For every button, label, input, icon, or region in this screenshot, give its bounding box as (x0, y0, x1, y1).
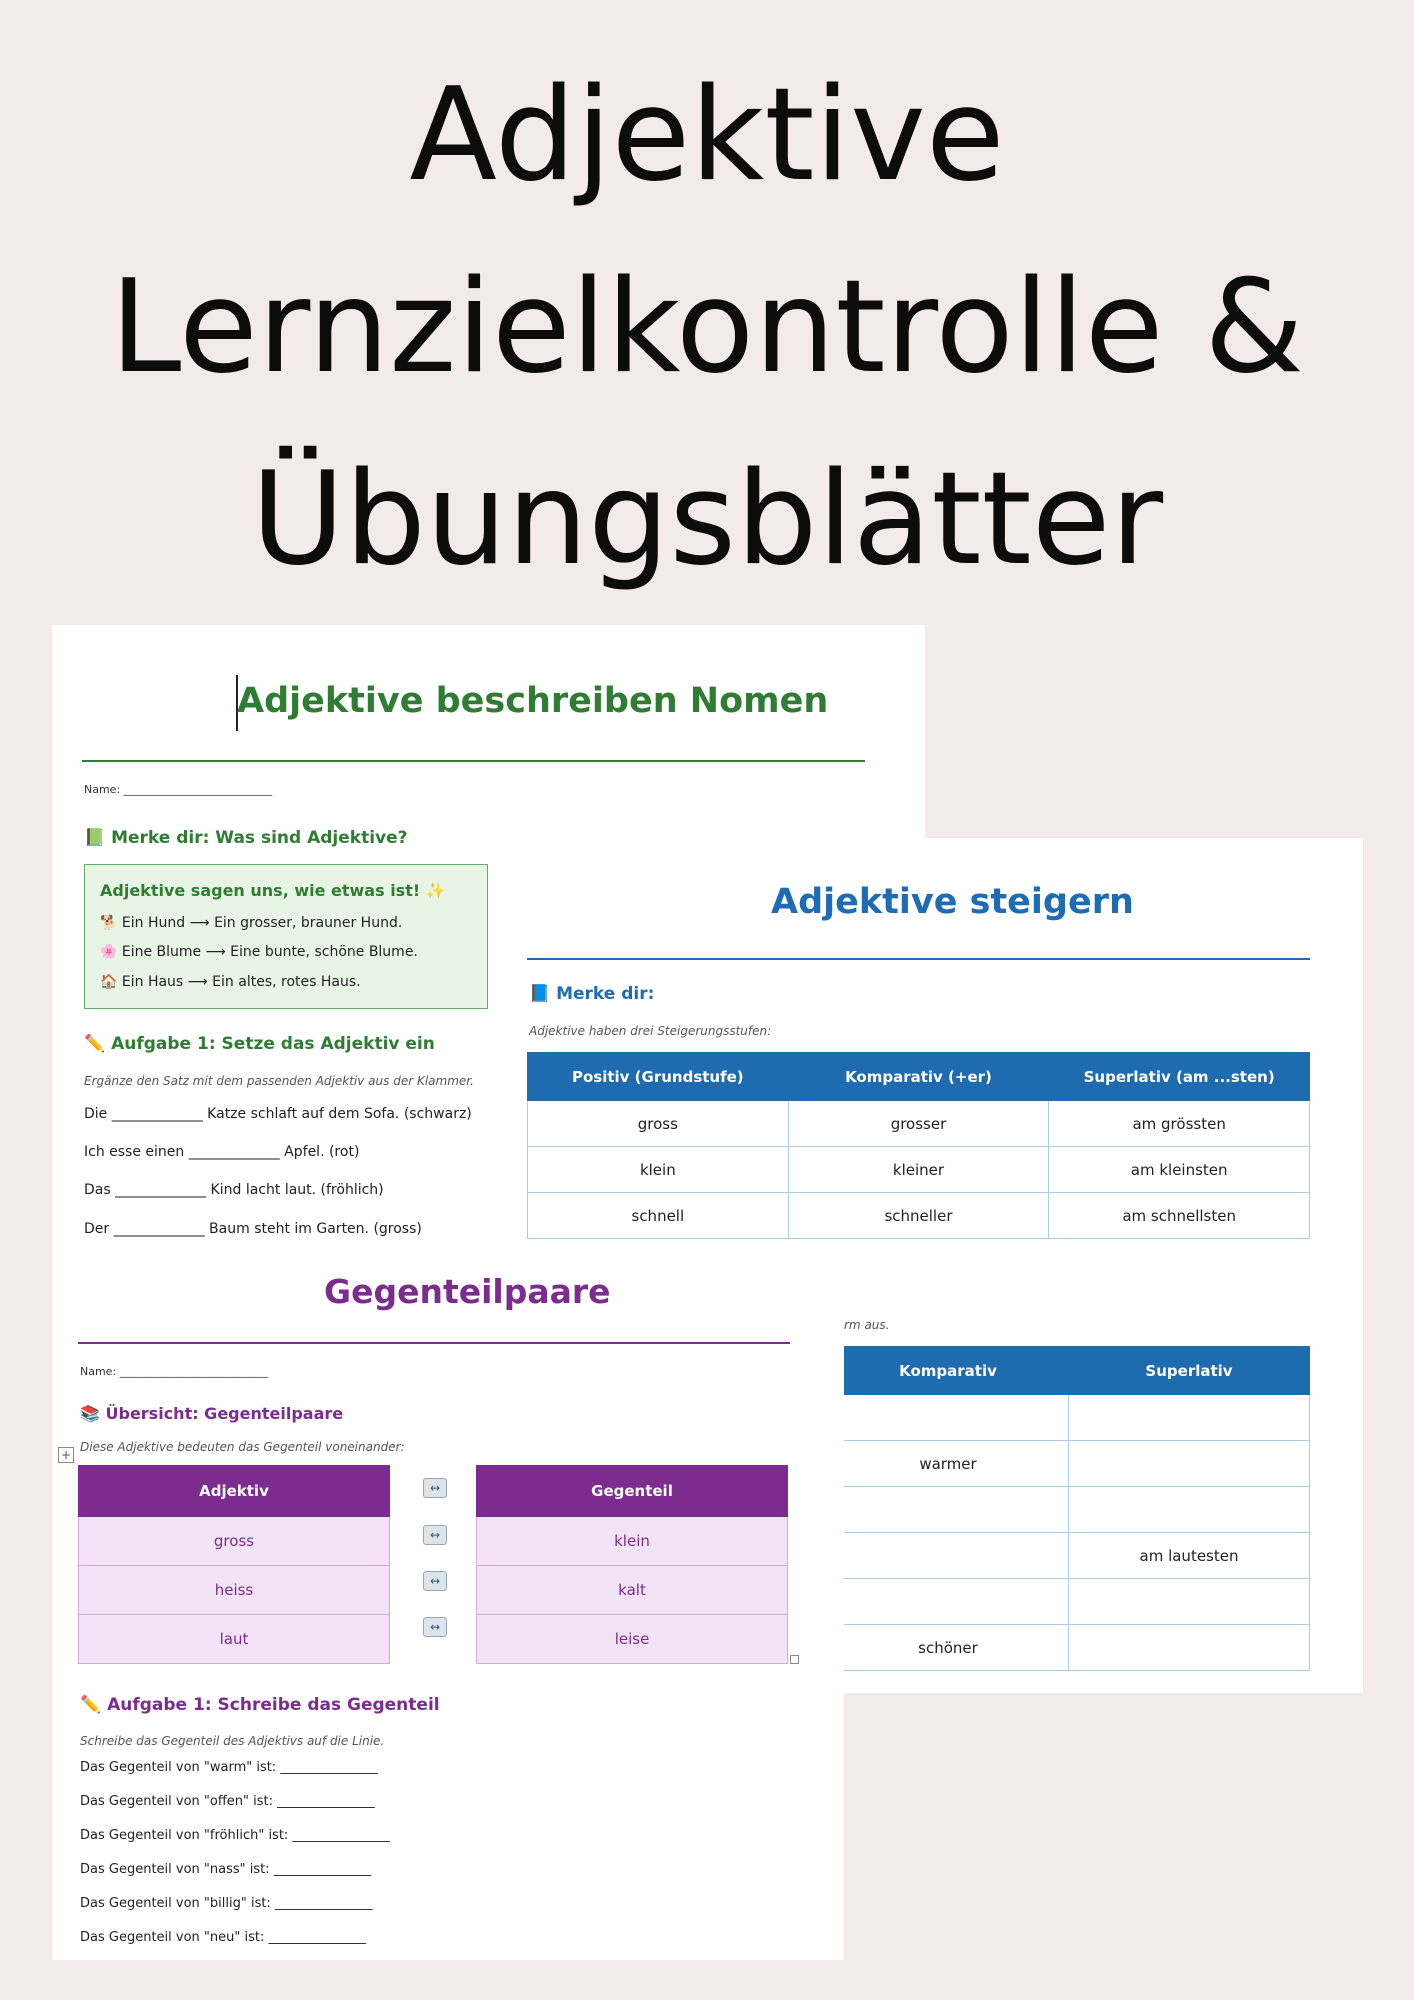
table-row (828, 1487, 1310, 1533)
exercise-line: Die _____________ Katze schlaft auf dem Sofa. (schwarz) (84, 1106, 472, 1122)
sheet-title: Adjektive steigern (771, 882, 1134, 922)
table-header: Positiv (Grundstufe) (528, 1053, 789, 1101)
table-header: Superlativ (1069, 1347, 1310, 1395)
table-cell: am lautesten (1069, 1533, 1310, 1579)
table-row (828, 1625, 1310, 1671)
info-box-row: 🌸 Eine Blume ⟶ Eine bunte, schöne Blume. (100, 944, 418, 960)
question-line: Das Gegenteil von "nass" ist: _______________ (80, 1862, 372, 1877)
task-heading: ✏️ Aufgabe 1: Schreibe das Gegenteil (80, 1695, 440, 1715)
left-right-arrow-icon: ↔ (423, 1478, 447, 1498)
table-cell (828, 1487, 1069, 1533)
table-cell (828, 1395, 1069, 1441)
table-header: Komparativ (+er) (788, 1053, 1049, 1101)
left-right-arrow-icon: ↔ (423, 1617, 447, 1637)
hero-title (0, 40, 1414, 616)
table-cell: klein (528, 1147, 789, 1193)
question-line: Das Gegenteil von "offen" ist: _______________ (80, 1794, 375, 1809)
table-cell (1069, 1441, 1310, 1487)
exercise-line: Das _____________ Kind lacht laut. (fröhlich) (84, 1182, 384, 1198)
table-cell (828, 1533, 1069, 1579)
info-box-heading: Adjektive sagen uns, wie etwas ist! ✨ (100, 881, 446, 900)
table-row (79, 1517, 390, 1566)
question-line: Das Gegenteil von "neu" ist: _______________ (80, 1930, 366, 1945)
worksheet-gegenteilpaare (52, 1260, 844, 1960)
table-header: Superlativ (am ...sten) (1049, 1053, 1310, 1101)
question-line: Das Gegenteil von "warm" ist: _______________ (80, 1760, 378, 1775)
table-cell (1069, 1487, 1310, 1533)
table-row (828, 1395, 1310, 1441)
hero-line-2: Lernzielkontrolle & (109, 253, 1305, 402)
table-row (477, 1566, 788, 1615)
table-resize-handle[interactable] (790, 1655, 799, 1664)
overview-instruction: Diese Adjektive bedeuten das Gegenteil voneinander: (80, 1440, 405, 1454)
table-header: Gegenteil (477, 1466, 788, 1517)
table-row (528, 1147, 1310, 1193)
merke-heading: 📗 Merke dir: Was sind Adjektive? (84, 828, 408, 848)
table-row (477, 1615, 788, 1664)
sheet-title: Gegenteilpaare (324, 1272, 611, 1311)
table-cell: heiss (79, 1566, 390, 1615)
title-divider (527, 958, 1310, 960)
title-divider (78, 1342, 790, 1344)
table-row (528, 1193, 1310, 1239)
steigerung-table (527, 1052, 1310, 1239)
table-cell: kalt (477, 1566, 788, 1615)
adjektiv-table (78, 1465, 390, 1664)
table-cell: kleiner (788, 1147, 1049, 1193)
question-line: Das Gegenteil von "fröhlich" ist: _______________ (80, 1828, 390, 1843)
table-row (828, 1579, 1310, 1625)
table-row (79, 1566, 390, 1615)
table-cell: gross (79, 1517, 390, 1566)
task-instruction: Schreibe das Gegenteil des Adjektivs auf die Linie. (80, 1734, 385, 1748)
table-cell: schneller (788, 1193, 1049, 1239)
table-cell: am schnellsten (1049, 1193, 1310, 1239)
info-box-row: 🐕 Ein Hund ⟶ Ein grosser, brauner Hund. (100, 915, 403, 931)
table-cell: am kleinsten (1049, 1147, 1310, 1193)
hero-line-1: Adjektive (409, 61, 1005, 210)
merke-instruction: Adjektive haben drei Steigerungsstufen: (529, 1024, 772, 1038)
overview-heading: 📚 Übersicht: Gegenteilpaare (80, 1404, 344, 1423)
exercise-line: Der _____________ Baum steht im Garten. (gross) (84, 1221, 422, 1237)
left-right-arrow-icon: ↔ (423, 1571, 447, 1591)
sheet-title: Adjektive beschreiben Nomen (237, 681, 829, 721)
table-cell: klein (477, 1517, 788, 1566)
name-line: Name: ___________________________ (80, 1365, 269, 1378)
task-heading: ✏️ Aufgabe 1: Setze das Adjektiv ein (84, 1034, 435, 1054)
table-row (477, 1517, 788, 1566)
merke-heading: 📘 Merke dir: (529, 984, 655, 1004)
table-cell: laut (79, 1615, 390, 1664)
table-cell: schöner (828, 1625, 1069, 1671)
table-cell (1069, 1395, 1310, 1441)
table-move-handle-icon[interactable]: + (58, 1447, 74, 1463)
table-cell: schnell (528, 1193, 789, 1239)
hero-line-3: Übungsblätter (250, 445, 1164, 594)
table-cell (1069, 1625, 1310, 1671)
table-cell: leise (477, 1615, 788, 1664)
table-header: Komparativ (828, 1347, 1069, 1395)
table-cell: warmer (828, 1441, 1069, 1487)
name-line: Name: ___________________________ (84, 783, 273, 796)
exercise-line: Ich esse einen _____________ Apfel. (rot) (84, 1144, 360, 1160)
table-row (828, 1441, 1310, 1487)
table-cell: am grössten (1049, 1101, 1310, 1147)
table-cell (1069, 1579, 1310, 1625)
info-box-row: 🏠 Ein Haus ⟶ Ein altes, rotes Haus. (100, 974, 361, 990)
table-cell: grosser (788, 1101, 1049, 1147)
question-line: Das Gegenteil von "billig" ist: _______________ (80, 1896, 373, 1911)
exercise-instruction-partial: rm aus. (844, 1318, 890, 1332)
table-row (528, 1101, 1310, 1147)
gegenteil-table (476, 1465, 788, 1664)
table-header: Adjektiv (79, 1466, 390, 1517)
exercise-table (827, 1346, 1310, 1671)
left-right-arrow-icon: ↔ (423, 1525, 447, 1545)
task-instruction: Ergänze den Satz mit dem passenden Adjektiv aus der Klammer. (84, 1074, 474, 1088)
table-cell (828, 1579, 1069, 1625)
title-divider (82, 760, 865, 762)
table-row (79, 1615, 390, 1664)
table-cell: gross (528, 1101, 789, 1147)
table-row (828, 1533, 1310, 1579)
